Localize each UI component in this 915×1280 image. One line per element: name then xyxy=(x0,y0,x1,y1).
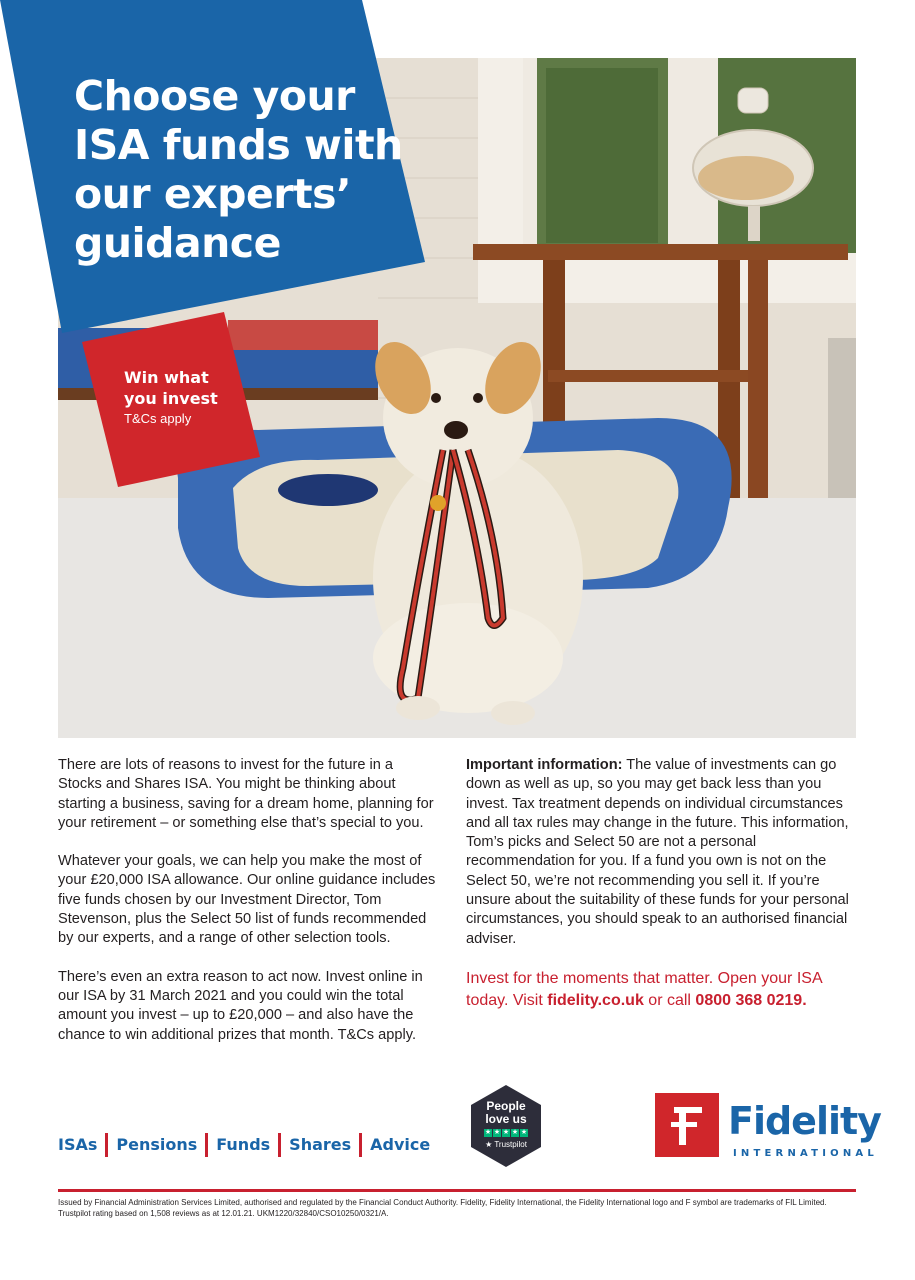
trustpilot-line: love us xyxy=(485,1112,527,1126)
body-right-column xyxy=(466,756,861,1012)
star-icon: ★ xyxy=(520,1129,528,1136)
nav-item-pensions[interactable]: Pensions xyxy=(116,1135,198,1154)
cta-text: Invest for the moments that matter. Open your ISA today. Visit xyxy=(466,969,822,1009)
body-paragraph: Whatever your goals, we can help you make the most of your £20,000 ISA allowance. Our online guidance includes five funds chosen by our Investment Director, Tom Stevenson, plus the Select 50 list of funds recommended by our experts, and a range of other selection tools. xyxy=(58,853,436,947)
trustpilot-line: People xyxy=(486,1099,526,1113)
star-icon: ★ xyxy=(484,1129,492,1136)
call-to-action xyxy=(466,968,861,1012)
headline-line: Choose your xyxy=(74,72,355,120)
star-icon: ★ xyxy=(511,1129,519,1136)
trustpilot-brand: ★ Trustpilot xyxy=(485,1140,527,1149)
fidelity-logo-box xyxy=(655,1093,719,1157)
star-icon: ★ xyxy=(502,1129,510,1136)
promo xyxy=(124,367,244,426)
body-paragraph: There’s even an extra reason to act now. Invest online in our ISA by 31 March 2021 and you could win the total amount you invest – up to £20,000 – and also have the chance to win additional prizes that month. T&Cs apply. xyxy=(58,968,423,1043)
product-nav xyxy=(58,1133,438,1157)
headline-line: guidance xyxy=(74,219,281,267)
fidelity-logo-name: Fidelity xyxy=(728,1099,881,1143)
nav-item-shares[interactable]: Shares xyxy=(289,1135,352,1154)
body-left-column xyxy=(58,756,438,1064)
cta-phone[interactable]: 0800 368 0219. xyxy=(695,991,807,1009)
important-label: Important information: xyxy=(466,757,623,773)
headline-line: ISA funds with xyxy=(74,121,403,169)
nav-item-funds[interactable]: Funds xyxy=(216,1135,271,1154)
important-information xyxy=(466,756,861,949)
promo-terms: T&Cs apply xyxy=(124,411,192,426)
star-icon: ★ xyxy=(493,1129,501,1136)
promo-title: Win what you invest xyxy=(124,368,218,408)
cta-text: or call xyxy=(643,991,696,1009)
footer-divider xyxy=(58,1189,856,1192)
nav-item-advice[interactable]: Advice xyxy=(370,1135,431,1154)
important-text: The value of investments can go down as well as up, so you may get back less than you invest. Tax treatment depends on individual circumstances and all tax rules may change in the future. This information, Tom’s picks and Select 50 are not a personal recommendation for you. If a fund you own is not on the Select 50, we’re not recommending you sell it. If you’re unsure about the suitability of these funds for your personal circumstances, you should speak to an authorised financial adviser. xyxy=(466,757,849,947)
trustpilot-stars xyxy=(471,1129,541,1137)
fidelity-f-icon xyxy=(655,1093,719,1157)
cta-url-link[interactable]: fidelity.co.uk xyxy=(547,991,644,1009)
fidelity-logo-subtitle: INTERNATIONAL xyxy=(733,1148,878,1159)
nav-item-isas[interactable]: ISAs xyxy=(58,1135,98,1154)
body-paragraph: There are lots of reasons to invest for the future in a Stocks and Shares ISA. You might be thinking about starting a business, saving for a dream home, planning for your retirement – or something else that’s special to you. xyxy=(58,757,434,831)
headline-line: our experts’ xyxy=(74,170,352,218)
trustpilot-text xyxy=(471,1100,541,1149)
headline xyxy=(74,72,404,268)
footer-disclaimer: Issued by Financial Administration Services Limited, authorised and regulated by the Financial Conduct Authority. Fidelity, Fidelity International, the Fidelity International logo and F symbol are trademarks of FIL Limited. Trustpilot rating based on 1,508 reviews as at 12.01.21. UKM1220/32840/CSO10250/0321/A. xyxy=(58,1198,827,1218)
